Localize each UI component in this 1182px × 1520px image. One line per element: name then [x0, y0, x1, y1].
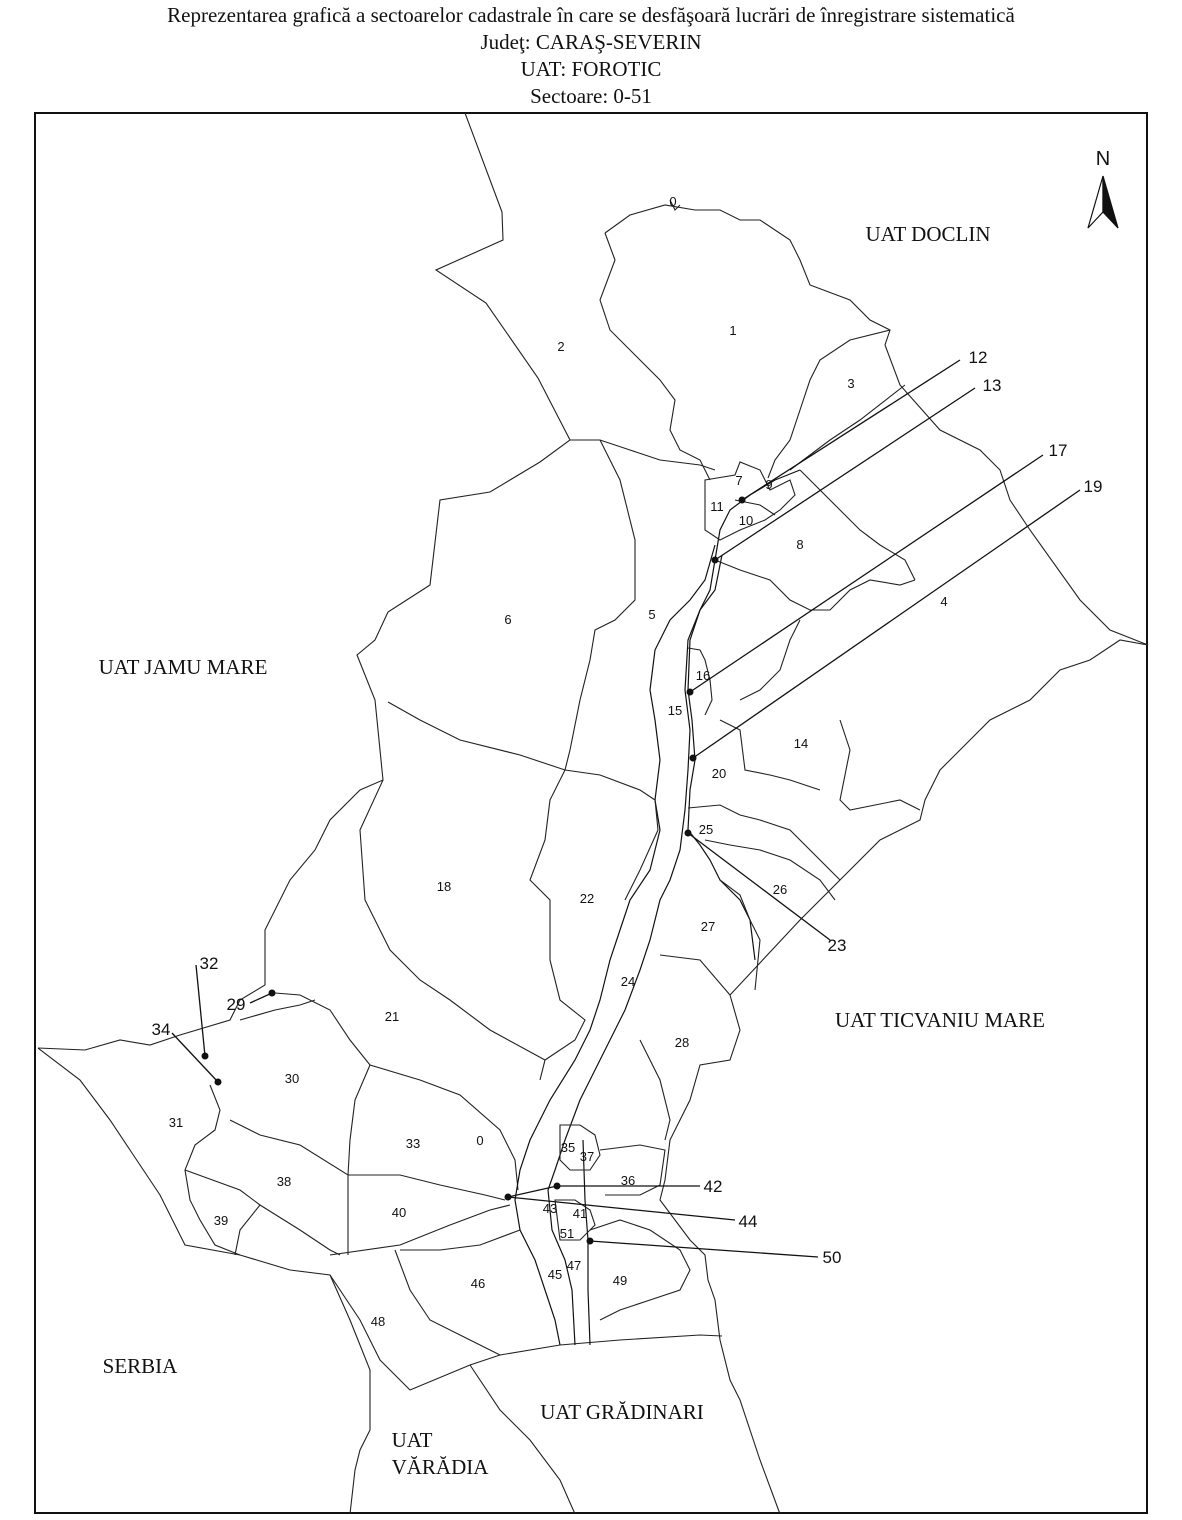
region-label-varadia-line2: VĂRĂDIA — [391, 1455, 489, 1479]
callout-label: 32 — [199, 954, 219, 973]
boundary-serbia-varadia — [330, 1275, 370, 1514]
boundary-18-22 — [530, 770, 585, 1080]
sector-label: 11 — [710, 499, 724, 514]
uat-boundary-southwest — [38, 1048, 722, 1390]
sector-label: 7 — [735, 473, 743, 488]
sector-label: 24 — [620, 974, 636, 989]
sector-boundaries — [38, 113, 1148, 1514]
sector-label: 43 — [542, 1201, 558, 1216]
sector-label: 20 — [711, 766, 727, 781]
boundary-14-20 — [720, 720, 820, 790]
map-title: Reprezentarea grafică a sectoarelor cadastrale în care se desfăşoară lucrări de înregistrare sistematică — [167, 3, 1015, 27]
boundary-20-25 — [688, 805, 840, 880]
callout-dot-50 — [587, 1238, 594, 1245]
region-label-doclin: UAT DOCLIN — [865, 222, 991, 246]
callout-dot-29 — [269, 990, 276, 997]
callout-dot-23 — [685, 830, 692, 837]
sector-label: 49 — [612, 1273, 628, 1288]
region-label-ticvaniu-mare: UAT TICVANIU MARE — [834, 1008, 1046, 1032]
callout-dot-44 — [505, 1194, 512, 1201]
callout-label: 44 — [738, 1212, 758, 1231]
callout-dot-17 — [687, 689, 694, 696]
sector-label: 15 — [667, 703, 683, 718]
boundary-2-5 — [570, 440, 715, 470]
boundary-14-4 — [740, 620, 800, 700]
sector-label: 26 — [772, 882, 788, 897]
county-label: Judeţ: CARAŞ-SEVERIN — [480, 30, 702, 54]
sector-label: 38 — [276, 1174, 292, 1189]
north-arrow-left-half — [1088, 176, 1103, 228]
north-arrow — [1088, 148, 1118, 228]
boundary-22-24 — [625, 800, 658, 900]
boundary-6-18 — [388, 702, 655, 800]
boundary-26-27 — [720, 880, 760, 990]
callout-label: 19 — [1083, 477, 1103, 496]
sector-label: 48 — [370, 1314, 386, 1329]
callout-label: 17 — [1048, 441, 1068, 460]
sector-label: 28 — [674, 1035, 690, 1050]
sector-label: 4 — [940, 594, 948, 609]
sector-label: 47 — [566, 1258, 582, 1273]
sector-label: 18 — [436, 879, 452, 894]
callout-label: 13 — [982, 376, 1002, 395]
leader-13 — [715, 388, 975, 560]
boundary-5-6 — [565, 440, 635, 770]
sector-label: 37 — [579, 1149, 595, 1164]
leader-29 — [250, 993, 272, 1003]
sector-label: 39 — [213, 1213, 229, 1228]
sector-label: 30 — [284, 1071, 300, 1086]
boundary-30-38 — [230, 1120, 505, 1200]
callout-label: 42 — [703, 1177, 723, 1196]
sector-label: 46 — [470, 1276, 486, 1291]
callout-label: 29 — [226, 995, 246, 1014]
region-label-serbia: SERBIA — [102, 1354, 178, 1378]
boundary-24-28 — [660, 955, 730, 995]
callout-dot-32 — [202, 1053, 209, 1060]
sector-label: 45 — [547, 1267, 563, 1282]
boundary-30-33 — [348, 1065, 370, 1175]
uat-label: UAT: FOROTIC — [520, 57, 662, 81]
callout-label: 34 — [151, 1020, 171, 1039]
sector-label: 33 — [405, 1136, 421, 1151]
sector-label: 21 — [384, 1009, 400, 1024]
boundary-25-26 — [705, 840, 835, 900]
region-label-jamu-mare: UAT JAMU MARE — [98, 655, 268, 679]
sector-label: 1 — [729, 323, 737, 338]
sector-label: 6 — [504, 612, 512, 627]
boundary-8-south — [715, 560, 915, 610]
sector-label: 5 — [648, 607, 656, 622]
sector-label: 2 — [557, 339, 565, 354]
sector-label: 8 — [796, 537, 804, 552]
sector-label: 25 — [698, 822, 714, 837]
sector-label: 22 — [579, 891, 595, 906]
leader-42-branch — [508, 1186, 557, 1197]
uat-boundary-north — [605, 205, 1148, 645]
region-label-varadia-line1: UAT — [391, 1428, 433, 1452]
leader-19 — [693, 490, 1080, 758]
boundary-1-2 — [600, 233, 710, 480]
uat-boundary — [38, 113, 570, 1050]
callout-leaders — [172, 360, 1080, 1257]
boundary-3-4 — [790, 385, 905, 470]
sector-label: 14 — [793, 736, 809, 751]
north-arrow-label: N — [1095, 148, 1111, 170]
leader-17 — [690, 455, 1043, 692]
boundary-31-38 — [185, 1085, 240, 1255]
sector-label: 3 — [847, 376, 855, 391]
boundary-varadia-gradinari — [470, 1365, 575, 1514]
north-arrow-right-half — [1103, 176, 1118, 228]
sector-label: 36 — [620, 1173, 636, 1188]
boundary-8-4 — [800, 470, 915, 580]
river-channel-west — [515, 545, 715, 1345]
sector-label: 27 — [700, 919, 716, 934]
boundary-38-40 — [260, 1205, 340, 1255]
callout-label: 50 — [822, 1248, 842, 1267]
leader-34 — [172, 1033, 218, 1082]
callout-dot-13 — [712, 557, 719, 564]
boundary-46-48 — [395, 1250, 500, 1355]
callout-dot-12 — [739, 497, 746, 504]
boundary-28-36 — [640, 1040, 670, 1140]
callout-dot-42 — [554, 1183, 561, 1190]
sector-label: 10 — [738, 513, 754, 528]
boundary-49 — [590, 1220, 690, 1320]
callout-label: 23 — [827, 936, 847, 955]
callout-labels — [152, 348, 1103, 1267]
sector-label: 40 — [391, 1205, 407, 1220]
region-label-gradinari: UAT GRĂDINARI — [540, 1400, 704, 1424]
callout-dot-19 — [690, 755, 697, 762]
leader-32 — [196, 965, 205, 1056]
sector-label: 16 — [695, 668, 711, 683]
callout-label: 12 — [968, 348, 988, 367]
sector-label: 0 — [476, 1133, 484, 1148]
sector-label: 31 — [168, 1115, 184, 1130]
boundary-14-east — [840, 720, 920, 810]
sector-label: 51 — [559, 1226, 575, 1241]
sectors-range-label: Sectoare: 0-51 — [530, 84, 652, 108]
sector-label: 35 — [560, 1140, 576, 1155]
boundary-40-46 — [330, 1205, 510, 1255]
sector-label: 41 — [572, 1206, 588, 1221]
sector-label: 9 — [765, 477, 773, 492]
uat-boundary-east — [660, 640, 1148, 1514]
sector-label: 0 — [669, 194, 677, 209]
callout-dot-34 — [215, 1079, 222, 1086]
boundary-46-45 — [400, 1230, 520, 1250]
